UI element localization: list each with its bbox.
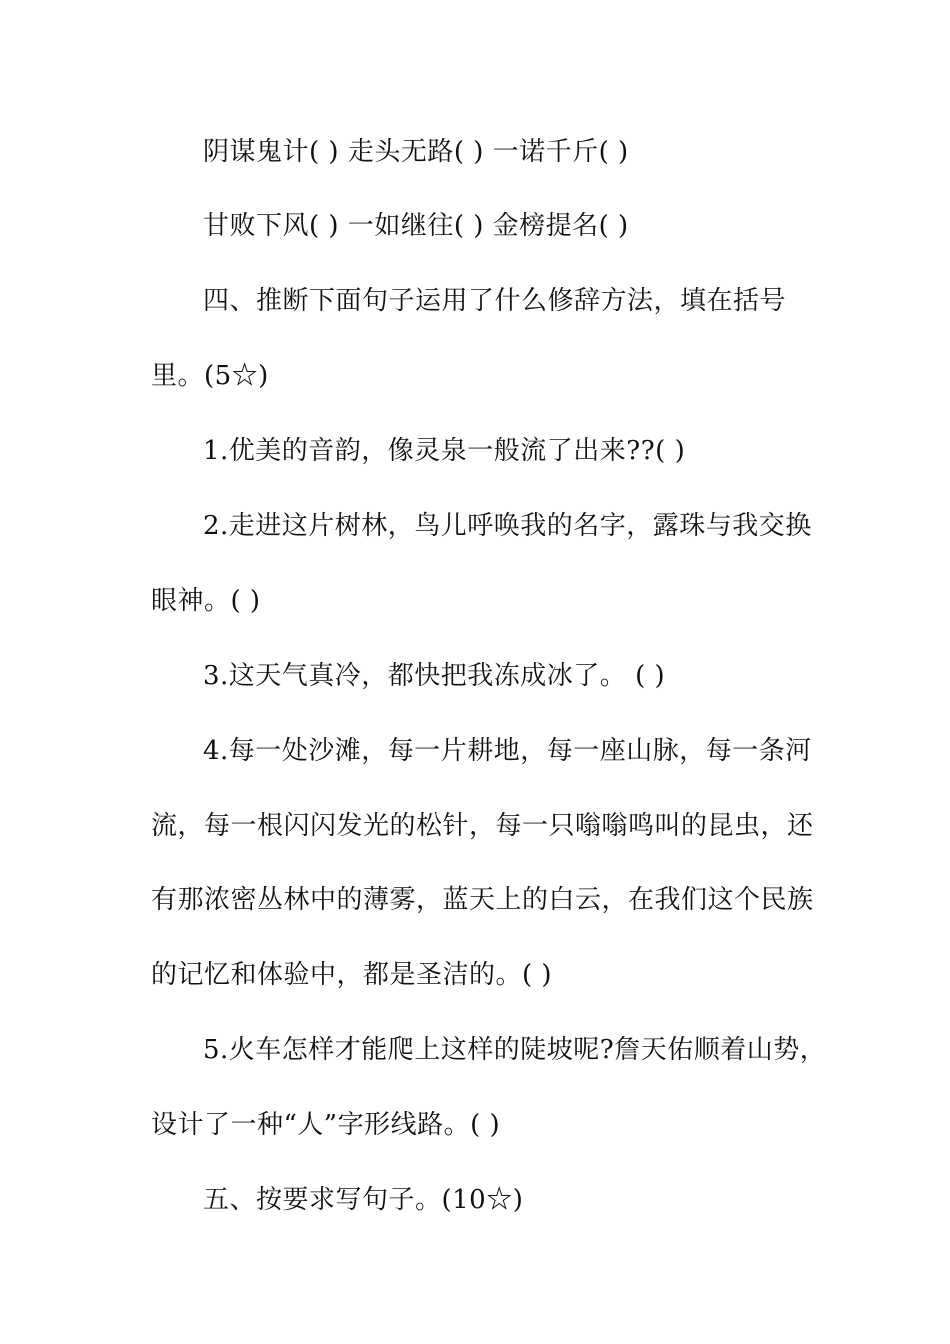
section-four-heading: 四、推断下面句子运用了什么修辞方法，填在括号 — [203, 286, 787, 316]
question-3: 3.这天气真冷，都快把我冻成冰了。 ( ) — [203, 661, 666, 691]
section-four-heading-cont: 里。(5☆) — [151, 361, 269, 391]
question-5: 5.火车怎样才能爬上这样的陡坡呢?詹天佑顺着山势， — [203, 1035, 827, 1065]
question-1: 1.优美的音韵，像灵泉一般流了出来??( ) — [203, 436, 686, 466]
question-2-cont: 眼神。( ) — [151, 586, 261, 616]
question-2: 2.走进这片树林，鸟儿呼唤我的名字，露珠与我交换 — [203, 511, 812, 541]
section-five-heading: 五、按要求写句子。(10☆) — [203, 1185, 524, 1215]
question-4-cont-3: 的记忆和体验中，都是圣洁的。( ) — [151, 960, 553, 990]
question-4-cont-2: 有那浓密丛林中的薄雾，蓝天上的白云，在我们这个民族 — [151, 885, 814, 915]
question-4-cont-1: 流，每一根闪闪发光的松针，每一只嗡嗡鸣叫的昆虫，还 — [151, 811, 814, 841]
question-5-cont: 设计了一种“人”字形线路。( ) — [151, 1110, 501, 1140]
question-4: 4.每一处沙滩，每一片耕地，每一座山脉，每一条河 — [203, 736, 812, 766]
idiom-row-1: 阴谋鬼计( ) 走头无路( ) 一诺千斤( ) — [203, 137, 629, 167]
idiom-row-2: 甘败下风( ) 一如继往( ) 金榜提名( ) — [203, 211, 629, 241]
